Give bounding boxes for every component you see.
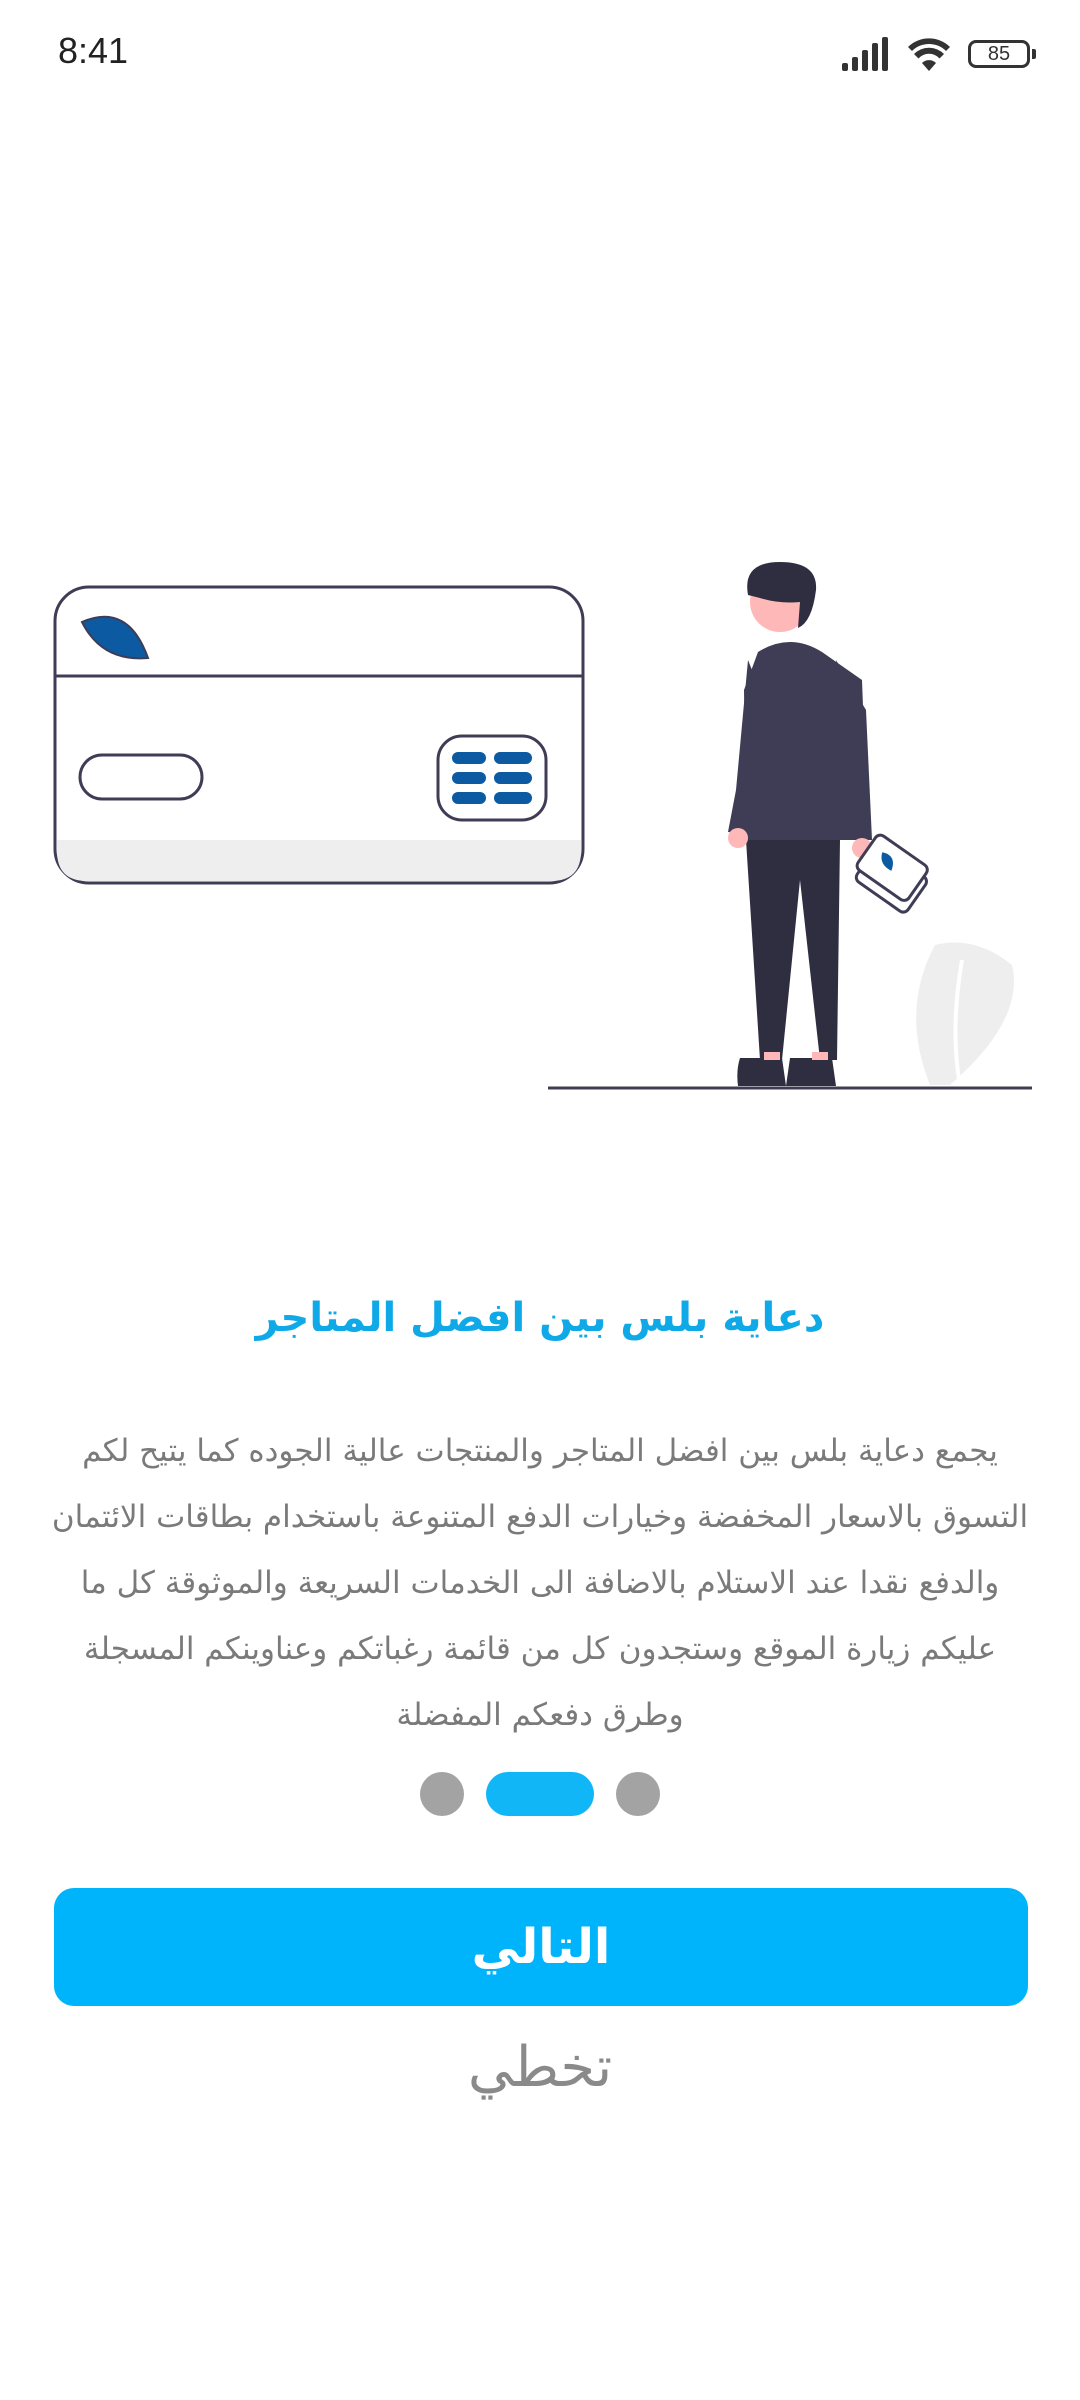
status-time: 8:41 (58, 30, 129, 71)
battery-level: 85 (987, 42, 1011, 65)
onboarding-description: يجمع دعاية بلس بين افضل المتاجر والمنتجات عالية الجوده كما يتيح لكم التسوق بالاسعار المخفضة وخيارات الدفع المتنوعة باستخدام بطاقات الائتمان والدفع نقدا عند الاستلام بالاضافة الى الخدمات السريعة والموثوقة كل ما عليكم زيارة الموقع وستجدون كل من قائمة رغباتكم وعناوينكم المسجلة وطرق دفعكم المفضلة (51, 1433, 1029, 1733)
page-dot[interactable] (420, 1772, 464, 1816)
next-button[interactable]: التالي (54, 1888, 1028, 2006)
person-illustration (728, 562, 935, 1086)
page-indicator (0, 1772, 1080, 1816)
page-dot[interactable] (616, 1772, 660, 1816)
signal-icon (842, 37, 890, 71)
wifi-icon (908, 37, 950, 71)
page-dot-active[interactable] (486, 1772, 594, 1816)
leaf-illustration (916, 943, 1014, 1086)
status-icons (842, 34, 1030, 74)
battery-icon (968, 40, 1030, 68)
credit-card-illustration (55, 587, 583, 883)
status-bar (0, 0, 1080, 110)
skip-button[interactable]: تخطي (467, 2035, 613, 2100)
onboarding-title: دعاية بلس بين افضل المتاجر (255, 1295, 825, 1341)
onboarding-illustration (0, 540, 1080, 1100)
